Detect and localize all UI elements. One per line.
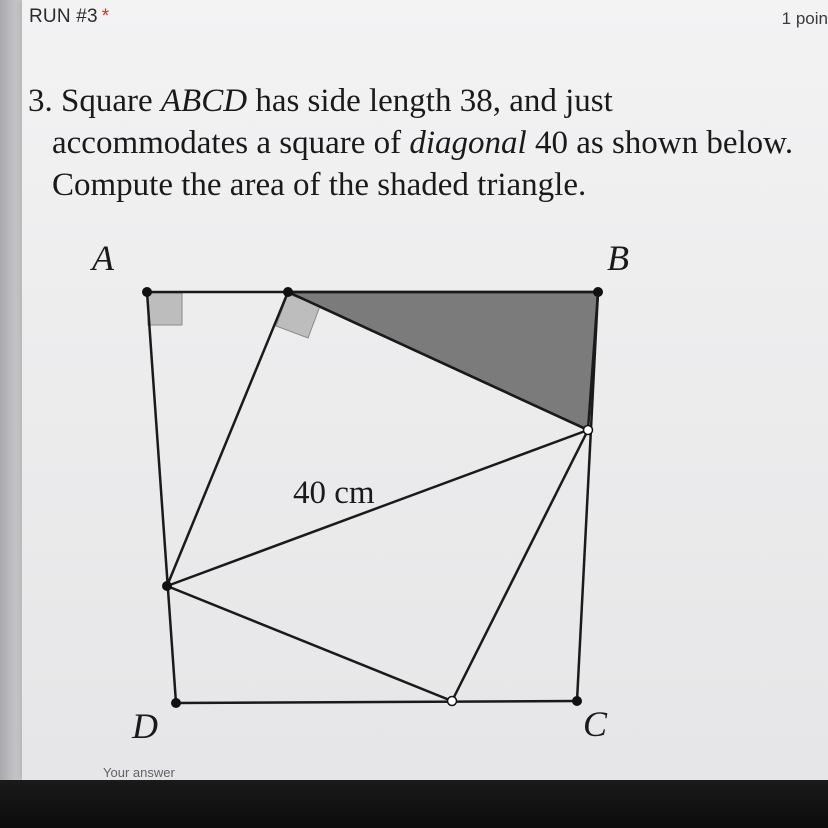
label-b: B <box>607 238 629 278</box>
problem-line-1-a: 3. Square <box>28 83 161 119</box>
point-c <box>572 696 582 706</box>
point-top-inner <box>283 287 293 297</box>
side-cd <box>176 701 577 703</box>
problem-line-2-b: diagonal <box>409 125 527 161</box>
point-right-inner <box>584 426 593 435</box>
label-d: D <box>132 706 158 746</box>
problem-line-1-b: ABCD <box>160 83 248 119</box>
diagonal-label: 40 cm <box>293 475 375 511</box>
inner-side-left <box>167 292 288 586</box>
point-d <box>171 698 181 708</box>
inner-diagonal <box>167 430 588 586</box>
point-left-inner <box>162 581 172 591</box>
point-a <box>142 287 152 297</box>
points-label: 1 poin <box>781 9 828 28</box>
label-a: A <box>92 238 114 278</box>
point-b <box>593 287 603 297</box>
bottom-bezel <box>0 780 828 828</box>
question-title-text: RUN #3 <box>29 6 98 27</box>
problem-line-1-c: has side length 38, and just <box>247 83 613 119</box>
inner-side-bottom <box>167 586 452 701</box>
right-angle-marker-a <box>148 293 182 325</box>
point-bottom-inner <box>448 697 457 706</box>
required-marker: * <box>101 6 110 27</box>
problem-line-2-a: accommodates a square of <box>52 125 410 161</box>
inner-side-right <box>452 430 588 701</box>
problem-line-2-c: 40 as shown below. <box>526 125 794 161</box>
problem-line-3: Compute the area of the shaded triangle. <box>52 167 587 203</box>
answer-placeholder[interactable]: Your answer <box>103 765 175 780</box>
side-da <box>147 292 176 703</box>
label-c: C <box>583 704 608 744</box>
